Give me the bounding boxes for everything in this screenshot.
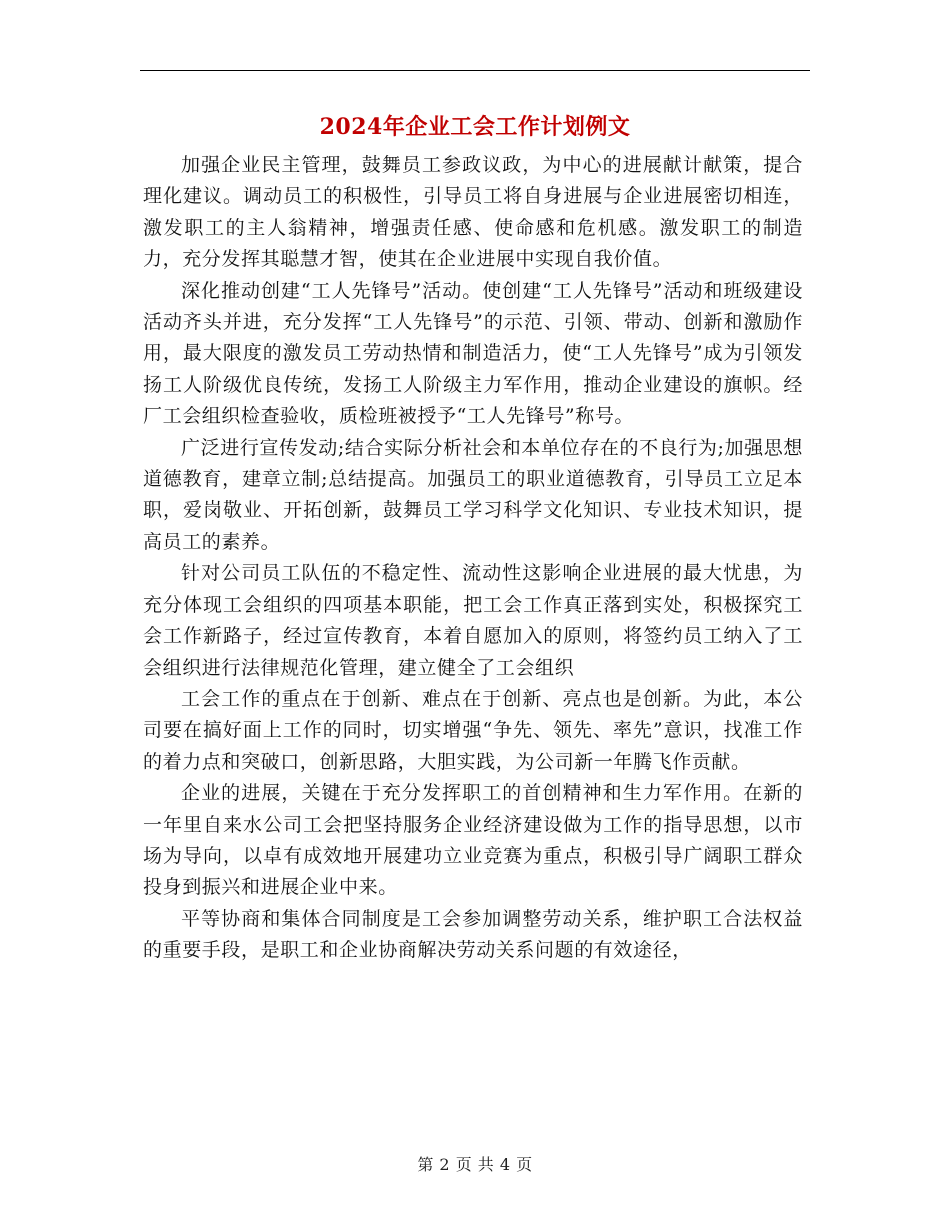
paragraph-4: 针对公司员工队伍的不稳定性、流动性这影响企业进展的最大忧患，为充分体现工会组织的四项基本职能，把工会工作真正落到实处，积极探究工会工作新路子，经过宣传教育，本着自愿加入的原则，将签约员工纳入了工会组织进行法律规范化管理，建立健全了工会组织 <box>143 562 803 679</box>
paragraph-3: 广泛进行宣传发动;结合实际分析社会和本单位存在的不良行为;加强思想道德教育，建章立制;总结提高。加强员工的职业道德教育，引导员工立足本职，爱岗敬业、开拓创新，鼓舞员工学习科学文化知识、专业技术知识，提高员工的素养。 <box>143 436 803 553</box>
page-number-footer: 第 2 页 共 4 页 <box>417 1155 533 1174</box>
paragraph-7: 平等协商和集体合同制度是工会参加调整劳动关系，维护职工合法权益的重要手段，是职工和企业协商解决劳动关系问题的有效途径， <box>143 907 803 962</box>
header-rule <box>140 70 810 71</box>
paragraph-1: 加强企业民主管理，鼓舞员工参政议政，为中心的进展献计献策，提合理化建议。调动员工的积极性，引导员工将自身进展与企业进展密切相连，激发职工的主人翁精神，增强责任感、使命感和危机感。激发职工的制造力，充分发挥其聪慧才智，使其在企业进展中实现自我价值。 <box>143 154 803 271</box>
document-title: 2024年企业工会工作计划例文 <box>319 114 631 140</box>
paragraph-6: 企业的进展，关键在于充分发挥职工的首创精神和生力军作用。在新的一年里自来水公司工会把坚持服务企业经济建设做为工作的指导思想，以市场为导向，以卓有成效地开展建功立业竞赛为重点，积极引导广阔职工群众投身到振兴和进展企业中来。 <box>143 782 803 899</box>
paragraph-2: 深化推动创建“工人先锋号”活动。使创建“工人先锋号”活动和班级建设活动齐头并进，充分发挥“工人先锋号”的示范、引领、带动、创新和激励作用，最大限度的激发员工劳动热情和制造活力，使“工人先锋号”成为引领发扬工人阶级优良传统，发扬工人阶级主力军作用，推动企业建设的旗帜。经厂工会组织检查验收，质检班被授予“工人先锋号”称号。 <box>143 279 803 428</box>
document-body <box>143 150 803 967</box>
paragraph-5: 工会工作的重点在于创新、难点在于创新、亮点也是创新。为此，本公司要在搞好面上工作的同时，切实增强“争先、领先、率先”意识，找准工作的着力点和突破口，创新思路，大胆实践，为公司新一年腾飞作贡献。 <box>143 687 803 773</box>
